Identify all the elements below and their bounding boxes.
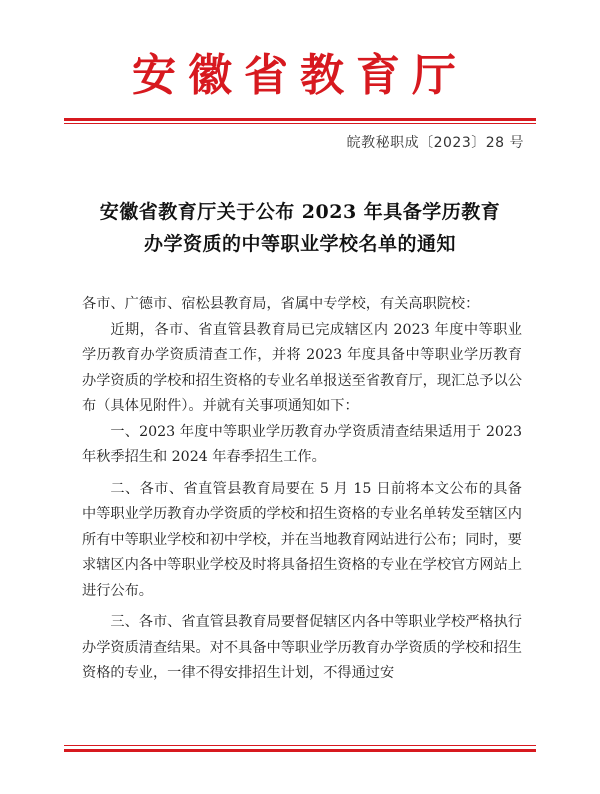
body-paragraph-item-3: 三、各市、省直管县教育局要督促辖区内各中等职业学校严格执行办学资质清查结果。对不具备中等职业学历教育办学资质的学校和招生资格的专业，一律不得安排招生计划，不得通过安 <box>82 614 522 681</box>
header-red-rule-thick <box>64 118 536 121</box>
salutation: 各市、广德市、宿松县教育局，省属中专学校，有关高职院校： <box>82 296 480 312</box>
body-paragraph-item-1: 一、2023 年度中等职业学历教育办学资质清查结果适用于 2023 年秋季招生和 2024 年春季招生工作。 <box>82 423 522 465</box>
footer-red-rule-thick <box>64 749 536 752</box>
document-number: 皖教秘职成〔2023〕28 号 <box>346 135 524 151</box>
notice-title <box>64 196 536 260</box>
notice-body <box>82 292 522 687</box>
body-paragraph-intro: 近期，各市、省直管县教育局已完成辖区内 2023 年度中等职业学历教育办学资质清查工作，并将 2023 年度具备中等职业学历教育办学资质的学校和招生资格的专业名单报送至省教育厅，现汇总予以公布（具体见附件）。并就有关事项通知如下： <box>82 321 522 414</box>
masthead-title: 安徽省教育厅 <box>132 50 468 101</box>
notice-title-line-1: 安徽省教育厅关于公布 2023 年具备学历教育 <box>99 201 501 223</box>
header-red-rule-thin <box>64 123 536 124</box>
body-paragraph-item-2: 二、各市、省直管县教育局要在 5 月 15 日前将本文公布的具备中等职业学历教育办学资质的学校和招生资格的专业名单转发至辖区内所有中等职业学校和初中学校，并在当地教育网站进行公布；同时，要求辖区内各中等职业学校及时将具备招生资格的专业在学校官方网站上进行公布。 <box>82 480 522 599</box>
footer-red-rule-thin <box>64 745 536 746</box>
notice-title-line-2: 办学资质的中等职业学校名单的通知 <box>143 233 456 255</box>
